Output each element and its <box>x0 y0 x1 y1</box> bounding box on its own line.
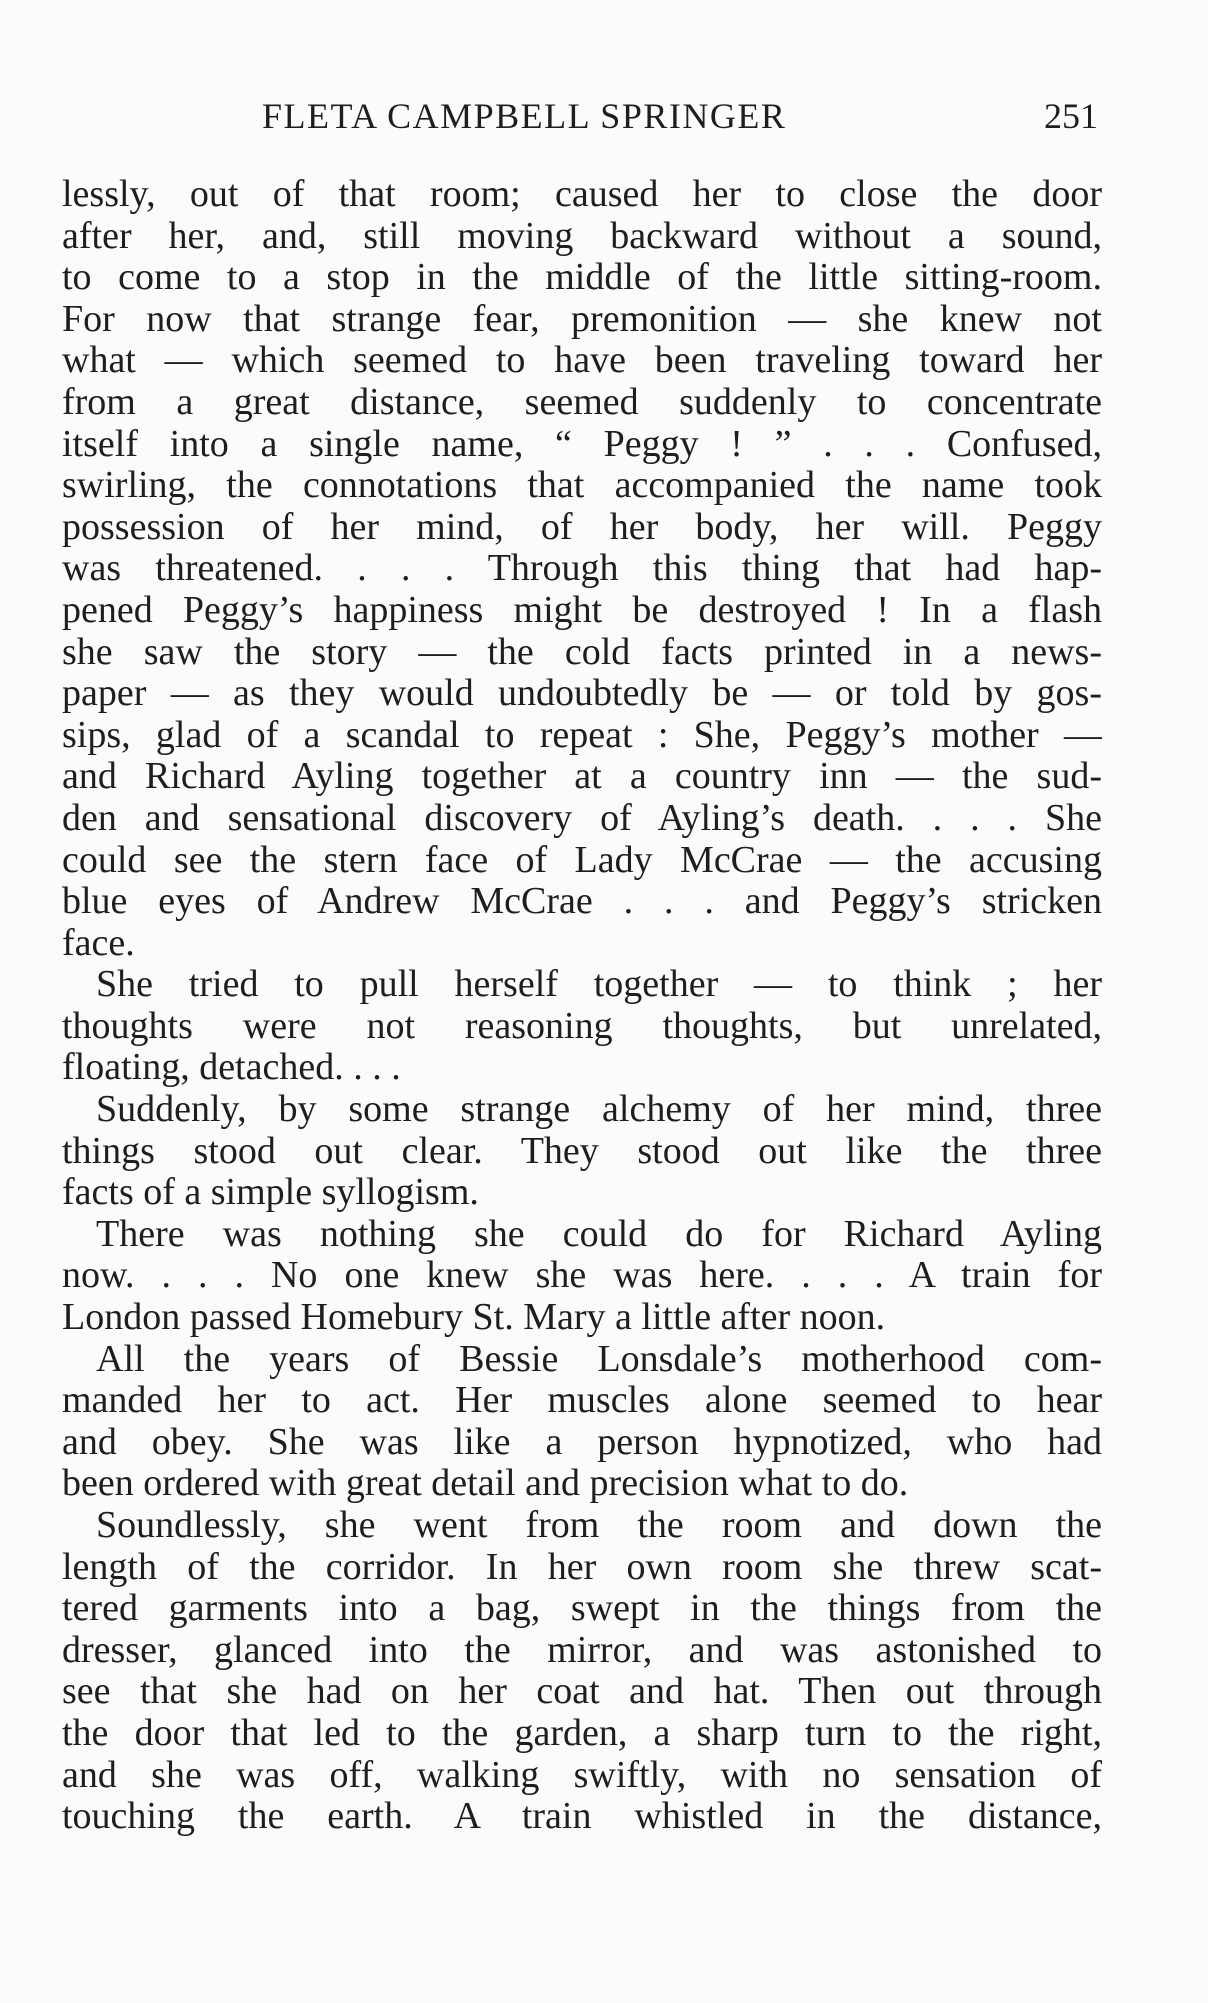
text-line: see that she had on her coat and hat. Then out through <box>62 1671 1102 1713</box>
text-line: sips, glad of a scandal to repeat : She, Peggy’s mother — <box>62 714 1102 756</box>
text-line: things stood out clear. They stood out like the three <box>62 1130 1102 1172</box>
text-line: blue eyes of Andrew McCrae . . . and Peggy’s stricken <box>62 881 1102 923</box>
text-line: what — which seemed to have been traveling toward her <box>62 340 1102 382</box>
text-line: paper — as they would undoubtedly be — or told by gos- <box>62 673 1102 715</box>
text-line: Suddenly, by some strange alchemy of her mind, three <box>96 1089 1102 1131</box>
text-line: den and sensational discovery of Ayling’s death. . . . She <box>62 797 1102 839</box>
text-line: dresser, glanced into the mirror, and was astonished to <box>62 1629 1102 1671</box>
body-text <box>62 174 1102 1838</box>
text-line: London passed Homebury St. Mary a little after noon. <box>62 1297 886 1339</box>
text-line: All the years of Bessie Lonsdale’s motherhood com- <box>96 1338 1102 1380</box>
text-line: There was nothing she could do for Richard Ayling <box>96 1213 1102 1255</box>
text-line: and Richard Ayling together at a country inn — the sud- <box>62 756 1102 798</box>
text-line: been ordered with great detail and precision what to do. <box>62 1463 909 1505</box>
text-line: lessly, out of that room; caused her to close the door <box>62 174 1102 215</box>
text-line: after her, and, still moving backward without a sound, <box>62 215 1102 257</box>
text-line: facts of a simple syllogism. <box>62 1172 479 1214</box>
page-number: 251 <box>1044 96 1098 136</box>
text-line: floating, detached. . . . <box>62 1047 401 1089</box>
text-line: tered garments into a bag, swept in the things from the <box>62 1588 1102 1630</box>
text-line: was threatened. . . . Through this thing that had hap- <box>62 548 1102 590</box>
text-line: the door that led to the garden, a sharp turn to the right, <box>62 1712 1102 1754</box>
text-line: could see the stern face of Lady McCrae — the accusing <box>62 839 1102 881</box>
text-line: For now that strange fear, premonition — she knew not <box>62 298 1102 340</box>
text-line: She tried to pull herself together — to think ; her <box>96 964 1102 1006</box>
text-line: to come to a stop in the middle of the little sitting-room. <box>62 257 1102 299</box>
page-header <box>62 88 1102 144</box>
text-line: possession of her mind, of her body, her will. Peggy <box>62 506 1102 548</box>
text-line: face. <box>62 922 135 964</box>
text-line: manded her to act. Her muscles alone seemed to hear <box>62 1380 1102 1422</box>
running-head: FLETA CAMPBELL SPRINGER <box>262 96 787 136</box>
text-line: pened Peggy’s happiness might be destroyed ! In a flash <box>62 589 1102 631</box>
text-line: itself into a single name, “ Peggy ! ” . . . Confused, <box>62 423 1102 465</box>
text-line: and she was off, walking swiftly, with no sensation of <box>62 1754 1102 1796</box>
text-line: thoughts were not reasoning thoughts, but unrelated, <box>62 1005 1102 1047</box>
text-line: she saw the story — the cold facts printed in a news- <box>62 631 1102 673</box>
text-line: Soundlessly, she went from the room and down the <box>96 1505 1102 1546</box>
text-line: now. . . . No one knew she was here. . . . A train for <box>62 1255 1102 1297</box>
text-line: from a great distance, seemed suddenly to concentrate <box>62 381 1102 423</box>
text-line: touching the earth. A train whistled in the distance, <box>62 1796 1102 1838</box>
text-line: length of the corridor. In her own room she threw scat- <box>62 1546 1102 1588</box>
text-line: and obey. She was like a person hypnotized, who had <box>62 1421 1102 1463</box>
text-line: swirling, the connotations that accompanied the name took <box>62 465 1102 507</box>
